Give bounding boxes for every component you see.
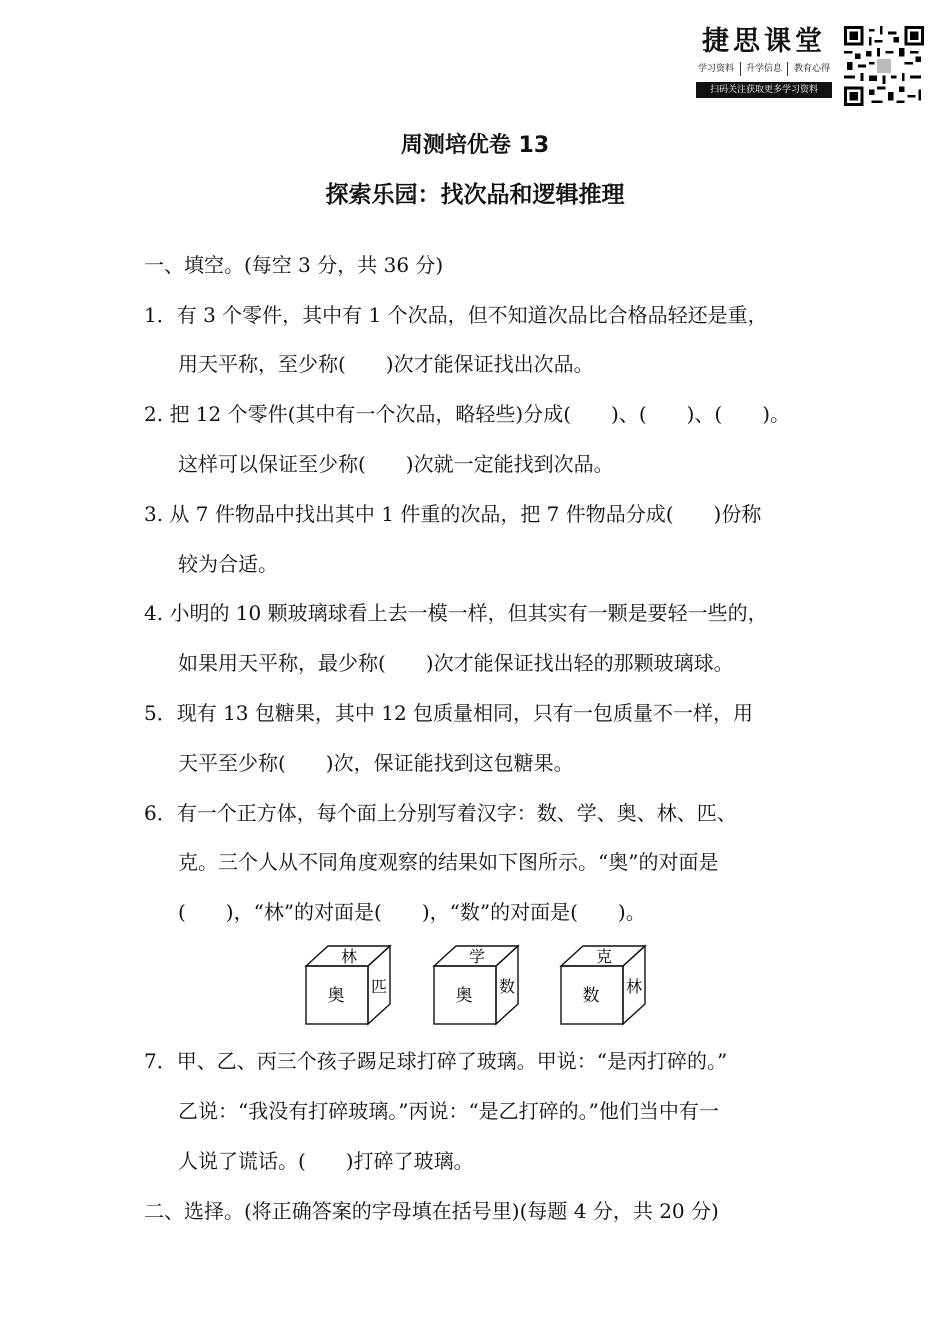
cube-face-front: 数 <box>582 986 600 1006</box>
section-heading: 二、选择。(将正确答案的字母填在括号里)(每题 4 分，共 20 分) <box>144 1199 719 1223</box>
question-1: 1．有 3 个零件，其中有 1 个次品，但不知道次品比合格品轻还是重， <box>144 303 768 327</box>
cube-face-side: 匹 <box>370 977 388 996</box>
qr-code-icon <box>844 26 924 106</box>
cube-face-front: 奥 <box>455 986 473 1006</box>
question-3-cont: 较为合适。 <box>178 552 278 576</box>
brand-logo <box>696 26 832 98</box>
question-7: 7．甲、乙、丙三个孩子踢足球打碎了玻璃。甲说：“是丙打碎的。” <box>144 1049 728 1073</box>
cube-face-side: 林 <box>625 977 643 996</box>
question-3: 3. 从 7 件物品中找出其中 1 件重的次品，把 7 件物品分成( )份称 <box>144 502 762 526</box>
divider <box>787 62 788 76</box>
brand-links <box>696 62 832 76</box>
page-subtitle: 探索乐园：找次品和逻辑推理 <box>325 182 625 208</box>
cube-face-side: 数 <box>498 977 516 996</box>
question-4: 4. 小明的 10 颗玻璃球看上去一模一样，但其实有一颗是要轻一些的， <box>144 601 768 625</box>
cube-figure <box>559 944 649 1028</box>
question-5-cont: 天平至少称( )次，保证能找到这包糖果。 <box>178 751 574 775</box>
section-heading: 一、填空。(每空 3 分，共 36 分) <box>144 253 444 277</box>
divider <box>740 62 741 76</box>
question-2: 2. 把 12 个零件(其中有一个次品，略轻些)分成( )、( )、( )。 <box>144 402 791 426</box>
cube-figure <box>304 944 394 1028</box>
brand-name: 捷思课堂 <box>702 26 826 57</box>
question-7-cont: 乙说：“我没有打碎玻璃。”丙说：“是乙打碎的。”他们当中有一 <box>178 1099 719 1123</box>
question-2-cont: 这样可以保证至少称( )次就一定能找到次品。 <box>178 452 614 476</box>
question-6-cont2: ( )，“林”的对面是( )，“数”的对面是( )。 <box>178 900 646 924</box>
question-4-cont: 如果用天平称，最少称( )次才能保证找出轻的那颗玻璃球。 <box>178 651 734 675</box>
cube-face-front: 奥 <box>327 986 345 1006</box>
question-6: 6．有一个正方体，每个面上分别写着汉字：数、学、奥、林、匹、 <box>144 801 737 825</box>
cube-face-top: 克 <box>595 947 613 966</box>
cube-face-top: 学 <box>468 947 486 966</box>
question-5: 5．现有 13 包糖果，其中 12 包质量相同，只有一包质量不一样，用 <box>144 701 754 725</box>
cube-face-top: 林 <box>340 947 358 966</box>
brand-link-1: 学习资料 <box>698 64 735 74</box>
question-1-cont: 用天平称，至少称( )次才能保证找出次品。 <box>178 352 594 376</box>
brand-link-2: 升学信息 <box>745 64 782 74</box>
cube-figure <box>432 944 522 1028</box>
brand-link-3: 教育心得 <box>793 64 830 74</box>
question-7-cont2: 人说了谎话。( )打碎了玻璃。 <box>178 1149 474 1173</box>
brand-slogan: 扫码关注获取更多学习资料 <box>696 82 832 98</box>
question-6-cont: 克。三个人从不同角度观察的结果如下图所示。“奥”的对面是 <box>178 850 719 874</box>
page-title: 周测培优卷 13 <box>400 133 550 158</box>
